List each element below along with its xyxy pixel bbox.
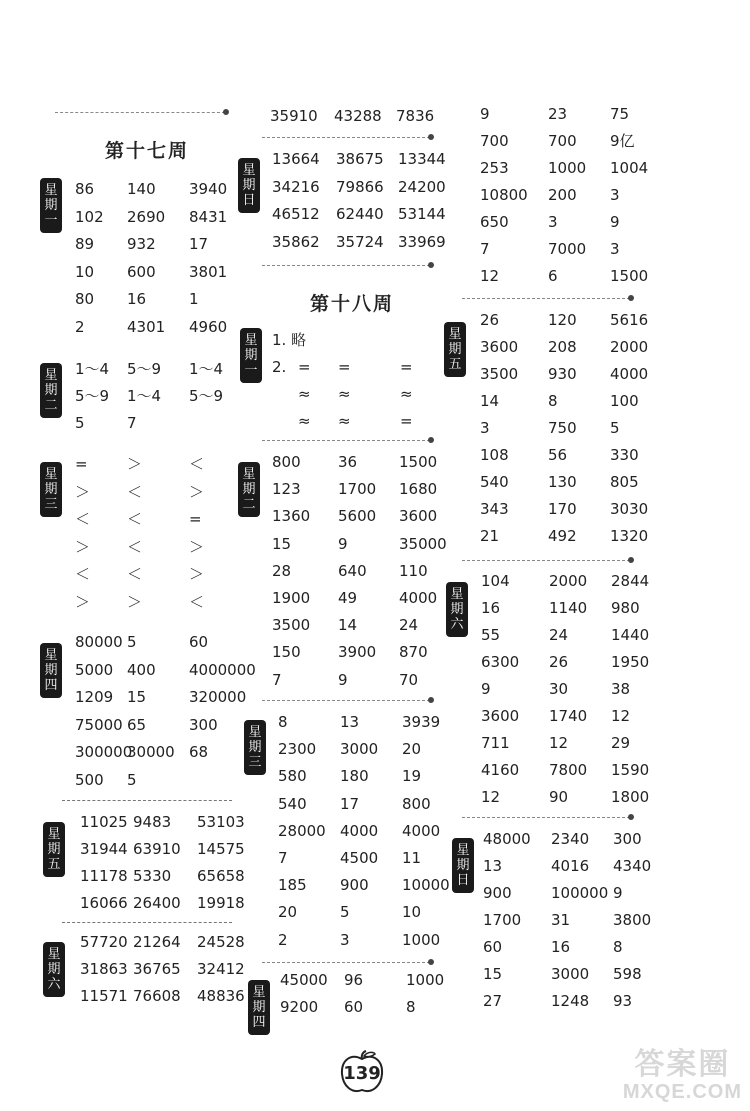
- answer-cell: 10800: [480, 186, 528, 204]
- page-number-badge: [337, 1050, 387, 1096]
- answer-cell: 2300: [278, 740, 317, 759]
- answer-cell: 26: [549, 653, 569, 671]
- answer-cell: 9: [481, 680, 491, 698]
- answer-cell: 5: [610, 419, 620, 437]
- answer-cell: 60: [344, 998, 364, 1016]
- answer-cell: 15: [272, 534, 292, 553]
- answer-cell: 4340: [613, 857, 652, 875]
- answer-cell: 5600: [338, 507, 377, 526]
- answer-cell: 38: [611, 680, 631, 698]
- week18-title: 第十八周: [310, 293, 395, 315]
- answer-cell: 8: [278, 713, 288, 731]
- answer-cell: 10000: [402, 876, 450, 895]
- day-tag: 星 期 二: [238, 462, 260, 517]
- answer-cell: 1～4: [127, 387, 162, 405]
- answer-cell: 24: [399, 616, 419, 635]
- answer-cell: 400: [127, 660, 156, 679]
- answer-cell: ＜: [189, 455, 205, 473]
- day-tag: 星 期 四: [40, 643, 62, 698]
- answer-cell: 932: [127, 235, 156, 253]
- answer-cell: 60: [483, 938, 503, 956]
- answer-cell: ＜: [127, 537, 143, 556]
- answer-cell: 8: [548, 392, 558, 410]
- answer-cell: 2000: [549, 572, 588, 590]
- answer-cell: 2340: [551, 830, 590, 848]
- answer-cell: 1800: [611, 788, 650, 806]
- answer-cell: 800: [402, 794, 431, 813]
- answer-cell: 9: [613, 884, 623, 902]
- answer-cell: 16: [481, 599, 501, 617]
- answer-cell: 1～4: [75, 360, 110, 378]
- answer-cell: 500: [75, 770, 104, 789]
- answer-cell: ＜: [189, 592, 205, 611]
- answer-cell: 300: [189, 715, 218, 734]
- answer-cell: 9: [480, 105, 490, 123]
- answer-cell: 3000: [551, 965, 590, 983]
- answer-cell: 3800: [613, 911, 652, 929]
- answer-cell: 4960: [189, 317, 228, 336]
- answer-cell: 8: [406, 998, 416, 1016]
- answer-cell: 870: [399, 643, 428, 662]
- answer-cell: 89: [75, 235, 95, 253]
- answer-cell: 3: [610, 186, 620, 204]
- answer-cell: ＞: [189, 565, 205, 583]
- answer-cell: 90: [549, 788, 569, 806]
- answer-cell: 7: [480, 240, 490, 258]
- answer-cell: 17: [189, 235, 209, 253]
- answer-cell: 9: [338, 534, 348, 553]
- answer-cell: 300000: [75, 743, 133, 761]
- answer-cell: 2: [278, 930, 288, 949]
- answer-cell: 13: [483, 857, 503, 875]
- answer-cell: 10: [402, 903, 422, 922]
- answer-cell: 3500: [272, 616, 311, 635]
- answer-cell: 208: [548, 338, 577, 356]
- answer-cell: 900: [340, 876, 369, 895]
- answer-cell: 3: [610, 240, 620, 258]
- answer-cell: 3600: [399, 507, 438, 526]
- answer-cell: 4016: [551, 857, 590, 875]
- answer-cell: 30000: [127, 743, 175, 761]
- answer-cell: 1500: [399, 453, 438, 471]
- answer-cell: 93: [613, 992, 633, 1010]
- answer-cell: 75000: [75, 715, 123, 734]
- answer-cell: 805: [610, 473, 639, 491]
- answer-cell: 1000: [402, 930, 441, 949]
- answer-cell: 57720: [80, 933, 128, 951]
- answer-cell: 8: [613, 938, 623, 956]
- day-tag: 星 期 日: [452, 838, 474, 893]
- answer-cell: 30: [549, 680, 569, 698]
- answer-cell: 5: [127, 633, 137, 651]
- watermark-logo: 答案圈: [634, 1048, 731, 1081]
- answer-cell: 1000: [406, 971, 445, 989]
- answer-cell: 14: [480, 392, 500, 410]
- answer-cell: 28: [272, 561, 292, 580]
- answer-cell: 11025: [80, 813, 128, 831]
- answer-cell: 100000: [551, 884, 609, 902]
- answer-cell: 540: [278, 794, 307, 813]
- answer-cell: 24200: [398, 177, 446, 196]
- answer-cell: 12: [481, 788, 501, 806]
- answer-cell: 45000: [280, 971, 328, 989]
- answer-cell: =: [75, 455, 88, 473]
- answer-cell: 26400: [133, 894, 181, 912]
- answer-cell: 76608: [133, 987, 181, 1005]
- answer-cell: 70: [399, 670, 419, 689]
- answer-cell: 6: [548, 267, 558, 285]
- answer-cell: 580: [278, 767, 307, 786]
- answer-cell: 3940: [189, 180, 228, 198]
- answer-cell: 11571: [80, 987, 128, 1005]
- answer-cell: 15: [483, 965, 503, 983]
- answer-cell: 65: [127, 715, 147, 734]
- answer-cell: 32412: [197, 960, 245, 978]
- answer-cell: 3900: [338, 643, 377, 662]
- day-tag: 星 期 四: [248, 980, 270, 1035]
- answer-cell: ＞: [127, 455, 143, 473]
- answer-cell: 4160: [481, 761, 520, 779]
- answer-cell: 800: [272, 453, 301, 471]
- answer-cell: 100: [610, 392, 639, 410]
- answer-cell: 700: [480, 132, 509, 150]
- answer-cell: 9亿: [610, 132, 635, 150]
- answer-cell: 4500: [340, 849, 379, 867]
- answer-cell: 3600: [480, 338, 519, 356]
- answer-cell: 11: [402, 849, 422, 867]
- answer-cell: 8431: [189, 207, 228, 226]
- answer-cell: 80000: [75, 633, 123, 651]
- answer-cell: 4000000: [189, 660, 256, 679]
- answer-cell: 48000: [483, 830, 531, 848]
- answer-cell: 19: [402, 767, 422, 786]
- answer-cell: 35862: [272, 232, 320, 251]
- answer-cell: 300: [613, 830, 642, 848]
- answer-cell: 102: [75, 207, 104, 226]
- day-tag: 星 期 六: [446, 582, 468, 637]
- answer-cell: 27: [483, 992, 503, 1010]
- day-tag: 星 期 一: [40, 178, 62, 233]
- answer-cell: 86: [75, 180, 95, 198]
- answer-cell: 5～9: [189, 387, 224, 405]
- answer-cell: 108: [480, 446, 509, 464]
- section-divider: [55, 112, 225, 113]
- answer-cell: 53144: [398, 205, 446, 223]
- answer-cell: 3: [340, 930, 350, 949]
- answer-cell: 5616: [610, 311, 649, 329]
- answer-cell: 4000: [399, 589, 438, 607]
- answer-cell: 5～9: [75, 387, 110, 405]
- day-tag: 星 期 五: [43, 822, 65, 877]
- answer-cell: 12: [480, 267, 500, 285]
- answer-cell: 20: [278, 903, 298, 922]
- answer-cell: 7000: [548, 240, 587, 258]
- answer-cell: 62440: [336, 205, 384, 223]
- answer-cell: 1950: [611, 653, 650, 671]
- answer-cell: 9483: [133, 813, 172, 831]
- answer-cell: 1209: [75, 688, 114, 706]
- answer-cell: 104: [481, 572, 510, 590]
- answer-cell: 16: [551, 938, 571, 956]
- answer-cell: 80: [75, 290, 95, 308]
- answer-cell: 930: [548, 365, 577, 383]
- answer-cell: 343: [480, 500, 509, 518]
- answer-cell: 700: [548, 132, 577, 150]
- answer-cell: 33969: [398, 232, 446, 251]
- answer-cell: ＜: [127, 510, 143, 528]
- answer-cell: 3: [548, 213, 558, 231]
- answer-cell: 36: [338, 453, 358, 471]
- answer-cell: 12: [549, 734, 569, 752]
- answer-cell: 3600: [481, 707, 520, 725]
- answer-cell: 492: [548, 527, 577, 545]
- answer-cell: 4301: [127, 317, 166, 336]
- answer-cell: 28000: [278, 821, 326, 840]
- answer-cell: 14575: [197, 840, 245, 858]
- answer-cell: 35910: [270, 107, 318, 125]
- answer-cell: 53103: [197, 813, 245, 831]
- answer-cell: 540: [480, 473, 509, 491]
- answer-cell: 110: [399, 561, 428, 580]
- day-tag: 星 期 二: [40, 363, 62, 418]
- answer-cell: ＜: [127, 565, 143, 583]
- answer-cell: 75: [610, 105, 630, 123]
- answer-cell: 68: [189, 743, 209, 761]
- section-divider: [62, 800, 232, 801]
- answer-cell: 7: [127, 414, 137, 432]
- answer-cell: 7800: [549, 761, 588, 779]
- answer-cell: 5～9: [127, 360, 162, 378]
- section-divider: [462, 817, 630, 818]
- answer-cell: 9: [338, 670, 348, 689]
- answer-cell: 1360: [272, 507, 311, 526]
- answer-cell: 6300: [481, 653, 520, 671]
- answer-cell: 19918: [197, 894, 245, 912]
- answer-cell: 150: [272, 643, 301, 662]
- answer-cell: 120: [548, 311, 577, 329]
- section-divider: [262, 265, 430, 266]
- answer-cell: 48836: [197, 987, 245, 1005]
- answer-cell: 5000: [75, 660, 114, 679]
- day-tag: 星 期 三: [40, 462, 62, 517]
- answer-cell: 1900: [272, 589, 311, 607]
- answer-cell: 9: [610, 213, 620, 231]
- page-number: 139: [343, 1063, 381, 1084]
- answer-cell: 640: [338, 561, 367, 580]
- answer-cell: 1700: [483, 911, 522, 929]
- answer-cell: 980: [611, 599, 640, 617]
- answer-cell: 2000: [610, 338, 649, 356]
- answer-cell: 49: [338, 589, 358, 607]
- answer-cell: 1140: [549, 599, 588, 617]
- answer-cell: 9200: [280, 998, 319, 1016]
- answer-cell: 170: [548, 500, 577, 518]
- answer-cell: 2: [75, 317, 85, 336]
- answer-cell: ＞: [127, 592, 143, 611]
- answer-cell: 14: [338, 616, 358, 635]
- answer-cell: 650: [480, 213, 509, 231]
- answer-cell: 3801: [189, 262, 228, 281]
- answer-cell: 43288: [334, 107, 382, 125]
- answer-cell: ＞: [75, 537, 91, 556]
- section-divider: [462, 560, 630, 561]
- answer-cell: 11178: [80, 867, 128, 885]
- answer-cell: ＜: [75, 510, 91, 528]
- day-tag-monday: 星 期 一: [240, 328, 262, 383]
- answer-cell: 5: [127, 770, 137, 789]
- answer-cell: 1000: [548, 159, 587, 177]
- answer-cell: 3: [480, 419, 490, 437]
- section-divider: [462, 298, 630, 299]
- day-tag: 星 期 六: [43, 942, 65, 997]
- answer-cell: 4000: [340, 821, 379, 840]
- answer-cell: 36765: [133, 960, 181, 978]
- answer-cell: 46512: [272, 205, 320, 223]
- answer-cell: 5: [340, 903, 350, 922]
- answer-cell: 13: [340, 713, 360, 731]
- answer-cell: 185: [278, 876, 307, 895]
- answer-cell: 123: [272, 480, 301, 499]
- answer-cell: 1740: [549, 707, 588, 725]
- answer-cell: 200: [548, 186, 577, 204]
- answer-cell: 4000: [610, 365, 649, 383]
- answer-cell: 24: [549, 626, 569, 644]
- answer-cell: 63910: [133, 840, 181, 858]
- answer-cell: 1680: [399, 480, 438, 499]
- answer-cell: 38675: [336, 150, 384, 168]
- answer-cell: 24528: [197, 933, 245, 951]
- section-divider: [262, 137, 430, 138]
- answer-cell: 711: [481, 734, 510, 752]
- watermark: [623, 1049, 742, 1103]
- answer-cell: 13344: [398, 150, 446, 168]
- answer-cell: ＞: [75, 592, 91, 611]
- watermark-url: MXQE.COM: [622, 1081, 742, 1103]
- week17-title: 第十七周: [105, 140, 190, 162]
- answer-cell: 1248: [551, 992, 590, 1010]
- answer-cell: 21: [480, 527, 500, 545]
- answer-cell: 79866: [336, 177, 384, 196]
- answer-cell: 23: [548, 105, 568, 123]
- answer-cell: 1700: [338, 480, 377, 499]
- answer-cell: 26: [480, 311, 500, 329]
- section-divider: [62, 922, 232, 923]
- answer-cell: 130: [548, 473, 577, 491]
- answer-cell: 1: [189, 290, 199, 308]
- answer-cell: 2690: [127, 207, 166, 226]
- answer-cell: 1～4: [189, 360, 224, 378]
- section-divider: [262, 700, 430, 701]
- answer-cell: 750: [548, 419, 577, 437]
- answer-cell: 5: [75, 414, 85, 432]
- answer-cell: =: [189, 510, 202, 528]
- section-divider: [262, 440, 430, 441]
- answer-cell: 600: [127, 262, 156, 281]
- answer-cell: 15: [127, 688, 147, 706]
- answer-cell: 3939: [402, 713, 441, 731]
- answer-cell: 20: [402, 740, 422, 759]
- answer-cell: 1320: [610, 527, 649, 545]
- answer-cell: ＜: [127, 482, 143, 501]
- answer-cell: 96: [344, 971, 364, 989]
- answer-cell: 60: [189, 633, 209, 651]
- answer-cell: 1440: [611, 626, 650, 644]
- answer-cell: 1590: [611, 761, 650, 779]
- answer-cell: 2844: [611, 572, 650, 590]
- answer-cell: 35724: [336, 232, 384, 251]
- answer-cell: 31944: [80, 840, 128, 858]
- answer-cell: 21264: [133, 933, 181, 951]
- answer-cell: 180: [340, 767, 369, 786]
- answer-cell: ＞: [189, 537, 205, 556]
- answer-cell: 4000: [402, 821, 441, 840]
- answer-cell: 7: [272, 670, 282, 689]
- answer-cell: 900: [483, 884, 512, 902]
- answer-cell: 31863: [80, 960, 128, 978]
- answer-cell: 3000: [340, 740, 379, 759]
- section-divider: [262, 962, 430, 963]
- answer-cell: 3500: [480, 365, 519, 383]
- answer-cell: 140: [127, 180, 156, 198]
- answer-cell: 1004: [610, 159, 649, 177]
- answer-cell: 16: [127, 290, 147, 308]
- answer-cell: 7: [278, 849, 288, 867]
- answer-cell: ＞: [75, 482, 91, 501]
- day-tag: 星 期 五: [444, 322, 466, 377]
- answer-cell: ＜: [75, 565, 91, 583]
- answer-cell: ＞: [189, 482, 205, 501]
- answer-cell: 12: [611, 707, 631, 725]
- answer-cell: 7836: [396, 107, 435, 125]
- answer-cell: 56: [548, 446, 568, 464]
- answer-cell: 65658: [197, 867, 245, 885]
- answer-cell: 13664: [272, 150, 320, 168]
- answer-cell: 17: [340, 794, 360, 813]
- answer-cell: 31: [551, 911, 571, 929]
- answer-cell: 34216: [272, 177, 320, 196]
- answer-cell: 10: [75, 262, 95, 281]
- day-tag: 星 期 三: [244, 720, 266, 775]
- answer-cell: 5330: [133, 867, 172, 885]
- answer-cell: 330: [610, 446, 639, 464]
- answer-cell: 16066: [80, 894, 128, 912]
- answer-cell: 253: [480, 159, 509, 177]
- answer-cell: 3030: [610, 500, 649, 518]
- answer-cell: 35000: [399, 534, 447, 553]
- answer-cell: 55: [481, 626, 501, 644]
- answer-cell: 29: [611, 734, 631, 752]
- answer-cell: 1500: [610, 267, 649, 285]
- day-tag: 星 期 日: [238, 158, 260, 213]
- answer-cell: 320000: [189, 688, 247, 706]
- answer-cell: 598: [613, 965, 642, 983]
